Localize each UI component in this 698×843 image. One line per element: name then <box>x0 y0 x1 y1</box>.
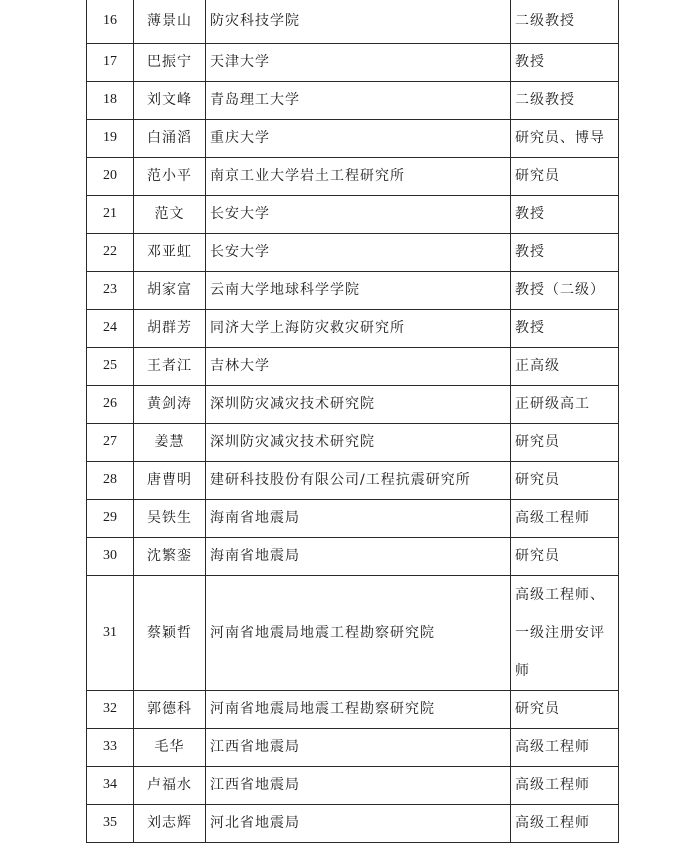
row-number: 33 <box>87 728 134 766</box>
expert-name: 范小平 <box>134 157 206 195</box>
expert-name: 胡群芳 <box>134 309 206 347</box>
expert-name: 蔡颖哲 <box>134 575 206 690</box>
row-number: 30 <box>87 537 134 575</box>
table-row <box>87 537 619 575</box>
expert-title: 教授 <box>511 233 619 271</box>
expert-title: 研究员 <box>511 157 619 195</box>
expert-organization: 天津大学 <box>206 43 511 81</box>
expert-organization: 青岛理工大学 <box>206 81 511 119</box>
table-row <box>87 157 619 195</box>
expert-organization: 吉林大学 <box>206 347 511 385</box>
expert-name: 吴铁生 <box>134 499 206 537</box>
expert-title: 二级教授 <box>511 0 619 43</box>
row-number: 32 <box>87 690 134 728</box>
row-number: 17 <box>87 43 134 81</box>
table-row <box>87 233 619 271</box>
row-number: 21 <box>87 195 134 233</box>
expert-name: 王者江 <box>134 347 206 385</box>
expert-organization: 防灾科技学院 <box>206 0 511 43</box>
row-number: 28 <box>87 461 134 499</box>
expert-name: 沈繁銮 <box>134 537 206 575</box>
row-number: 29 <box>87 499 134 537</box>
table-row <box>87 499 619 537</box>
expert-name: 胡家富 <box>134 271 206 309</box>
row-number: 35 <box>87 804 134 842</box>
expert-title: 教授（二级） <box>511 271 619 309</box>
row-number: 31 <box>87 575 134 690</box>
expert-organization: 江西省地震局 <box>206 728 511 766</box>
table-row <box>87 0 619 43</box>
expert-organization: 海南省地震局 <box>206 499 511 537</box>
expert-title: 研究员、博导 <box>511 119 619 157</box>
expert-title: 研究员 <box>511 690 619 728</box>
expert-title: 研究员 <box>511 423 619 461</box>
table-row <box>87 43 619 81</box>
expert-name: 姜慧 <box>134 423 206 461</box>
expert-name: 邓亚虹 <box>134 233 206 271</box>
table-row <box>87 728 619 766</box>
expert-name: 范文 <box>134 195 206 233</box>
expert-organization: 深圳防灾减灾技术研究院 <box>206 423 511 461</box>
row-number: 18 <box>87 81 134 119</box>
expert-organization: 重庆大学 <box>206 119 511 157</box>
expert-organization: 深圳防灾减灾技术研究院 <box>206 385 511 423</box>
table-row <box>87 461 619 499</box>
expert-organization: 河南省地震局地震工程勘察研究院 <box>206 690 511 728</box>
row-number: 20 <box>87 157 134 195</box>
row-number: 26 <box>87 385 134 423</box>
table-row <box>87 309 619 347</box>
expert-name: 郭德科 <box>134 690 206 728</box>
expert-name: 黄剑涛 <box>134 385 206 423</box>
row-number: 22 <box>87 233 134 271</box>
table-row <box>87 195 619 233</box>
expert-name: 巴振宁 <box>134 43 206 81</box>
expert-organization: 河北省地震局 <box>206 804 511 842</box>
row-number: 34 <box>87 766 134 804</box>
expert-name: 唐曹明 <box>134 461 206 499</box>
expert-name: 薄景山 <box>134 0 206 43</box>
table-row <box>87 423 619 461</box>
table-row <box>87 575 619 690</box>
expert-organization: 南京工业大学岩土工程研究所 <box>206 157 511 195</box>
expert-name: 白涌滔 <box>134 119 206 157</box>
expert-organization: 同济大学上海防灾救灾研究所 <box>206 309 511 347</box>
expert-name: 毛华 <box>134 728 206 766</box>
expert-title: 高级工程师 <box>511 766 619 804</box>
expert-name: 刘文峰 <box>134 81 206 119</box>
row-number: 23 <box>87 271 134 309</box>
expert-organization: 江西省地震局 <box>206 766 511 804</box>
row-number: 27 <box>87 423 134 461</box>
expert-title: 正高级 <box>511 347 619 385</box>
expert-title: 正研级高工 <box>511 385 619 423</box>
table-row <box>87 81 619 119</box>
table-row <box>87 347 619 385</box>
expert-organization: 海南省地震局 <box>206 537 511 575</box>
expert-title: 研究员 <box>511 461 619 499</box>
table-row <box>87 385 619 423</box>
roster-body <box>87 0 619 842</box>
expert-title: 二级教授 <box>511 81 619 119</box>
expert-title: 高级工程师 <box>511 499 619 537</box>
expert-title: 高级工程师 <box>511 728 619 766</box>
table-row <box>87 804 619 842</box>
table-row <box>87 119 619 157</box>
expert-title: 教授 <box>511 43 619 81</box>
expert-title: 高级工程师 <box>511 804 619 842</box>
expert-organization: 建研科技股份有限公司/工程抗震研究所 <box>206 461 511 499</box>
expert-title: 教授 <box>511 309 619 347</box>
expert-organization: 长安大学 <box>206 195 511 233</box>
expert-organization: 河南省地震局地震工程勘察研究院 <box>206 575 511 690</box>
expert-title: 教授 <box>511 195 619 233</box>
table-row <box>87 690 619 728</box>
row-number: 24 <box>87 309 134 347</box>
expert-organization: 长安大学 <box>206 233 511 271</box>
row-number: 16 <box>87 0 134 43</box>
expert-organization: 云南大学地球科学学院 <box>206 271 511 309</box>
expert-title: 研究员 <box>511 537 619 575</box>
table-row <box>87 271 619 309</box>
expert-name: 刘志辉 <box>134 804 206 842</box>
row-number: 25 <box>87 347 134 385</box>
row-number: 19 <box>87 119 134 157</box>
table-row <box>87 766 619 804</box>
expert-roster-table <box>86 0 619 843</box>
expert-title: 高级工程师、一级注册安评师 <box>511 575 619 690</box>
expert-name: 卢福水 <box>134 766 206 804</box>
